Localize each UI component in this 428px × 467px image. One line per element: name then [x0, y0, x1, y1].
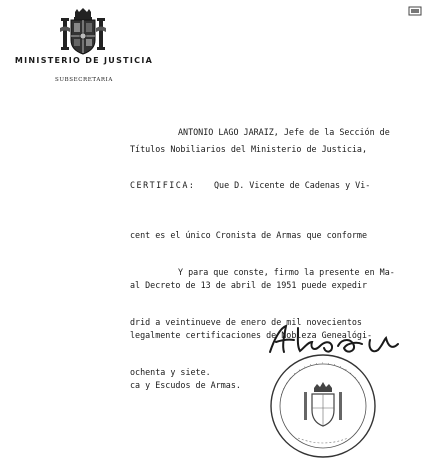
subsecretaria-label: SUBSECRETARIA: [54, 77, 114, 83]
certifica-label: CERTIFICA:: [130, 180, 196, 190]
paragraph-1-line-1: ANTONIO LAGO JARAIZ, Jefe de la Sección de: [178, 127, 390, 137]
paragraph-3-line-2: drid a veintinueve de enero de mil novecientos: [130, 317, 362, 328]
svg-text:· · · · · · · · · · · · · · ·: · · · · · · · · · · · · · · · · ·: [278, 359, 363, 397]
certifica-line-2: cent es el único Cronista de Armas que conforme: [130, 230, 367, 241]
corner-mark-icon: [408, 6, 422, 16]
official-seal-icon: [268, 352, 378, 460]
paragraph-3-line-3: ochenta y siete.: [130, 366, 211, 377]
certifica-line-3: al Decreto de 13 de abril de 1951 puede expedir: [130, 279, 367, 290]
certifica-line-5: ca y Escudos de Armas.: [130, 379, 241, 390]
ministry-name: MINISTERIO DE JUSTICIA: [14, 56, 154, 65]
certifica-line-4: legalmente certificaciones de Nobleza Genealógi-: [130, 329, 373, 340]
certifica-line-1: Que D. Vicente de Cadenas y Vi-: [214, 180, 371, 190]
coat-of-arms-icon: [60, 8, 106, 56]
paragraph-1-line-2: Títulos Nobiliarios del Ministerio de Justicia,: [130, 144, 367, 154]
paragraph-3-line-1: Y para que conste, firmo la presente en Ma-: [178, 267, 395, 277]
